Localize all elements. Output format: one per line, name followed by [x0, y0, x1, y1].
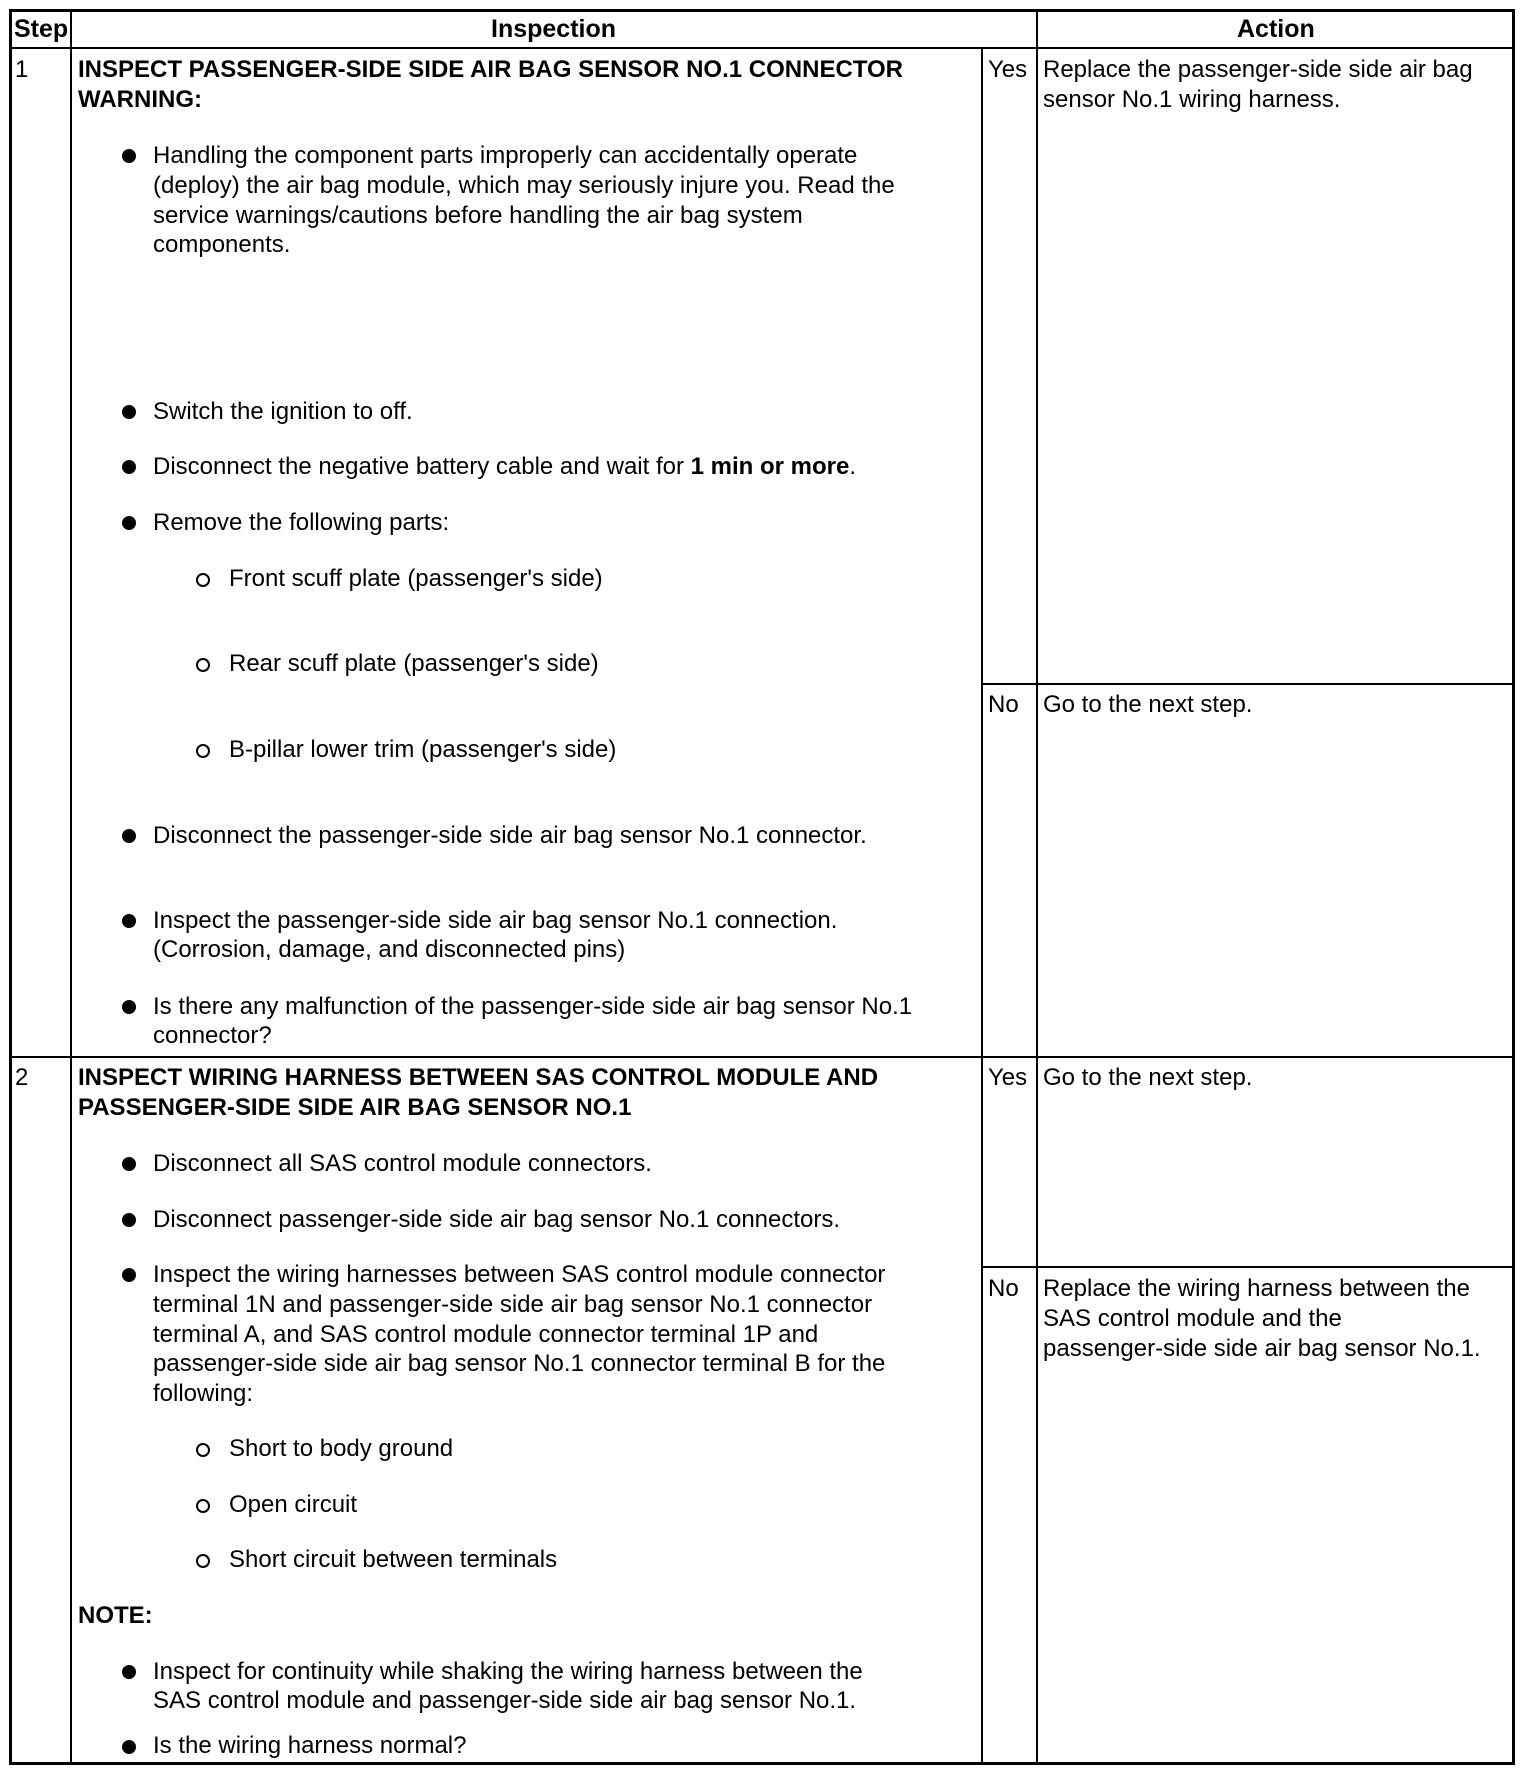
note-text: Inspect for continuity while shaking the wiring harness between the — [153, 1658, 863, 1685]
bullet-icon — [122, 1665, 136, 1679]
inspect-connection-text: Inspect the passenger-side side air bag sensor No.1 connection. — [153, 907, 838, 934]
warning-text: service warnings/cautions before handling the air bag system — [153, 202, 803, 229]
inspect-harness-text: passenger-side side air bag sensor No.1 connector terminal B for the — [153, 1350, 886, 1377]
step2-yes-action: Go to the next step. — [1043, 1064, 1253, 1091]
step2-title: INSPECT WIRING HARNESS BETWEEN SAS CONTROL MODULE AND — [78, 1064, 879, 1091]
header-step: Step — [14, 15, 69, 43]
bullet-icon — [122, 460, 136, 474]
step2-number: 2 — [15, 1064, 29, 1091]
step1-yes-action: sensor No.1 wiring harness. — [1043, 86, 1341, 113]
bullet-icon — [122, 829, 136, 843]
column-divider-yesno — [981, 47, 983, 1765]
step1-yes-label: Yes — [988, 56, 1028, 83]
part-item: Rear scuff plate (passenger's side) — [229, 650, 599, 677]
table-border-top — [9, 9, 1515, 12]
step1-title: INSPECT PASSENGER-SIDE SIDE AIR BAG SENSOR NO.1 CONNECTOR — [78, 56, 904, 83]
bullet-icon — [122, 1157, 136, 1171]
step1-warning-label: WARNING: — [78, 86, 202, 113]
step2-yes-label: Yes — [988, 1064, 1028, 1091]
step1-no-action: Go to the next step. — [1043, 691, 1253, 718]
bullet-icon — [122, 149, 136, 163]
header-divider — [9, 47, 1515, 49]
note-label: NOTE: — [78, 1602, 153, 1629]
disconnect-connector-instruction: Disconnect the passenger-side side air bag sensor No.1 connector. — [153, 822, 867, 849]
sub-bullet-icon — [196, 1443, 210, 1457]
step2-no-action: passenger-side side air bag sensor No.1. — [1043, 1335, 1481, 1362]
bullet-icon — [122, 405, 136, 419]
check-item: Short to body ground — [229, 1435, 454, 1462]
bullet-icon — [122, 516, 136, 530]
bullet-icon — [122, 1740, 136, 1754]
step2-question: Is the wiring harness normal? — [153, 1732, 467, 1759]
inspect-harness-text: following: — [153, 1380, 254, 1407]
ignition-instruction: Switch the ignition to off. — [153, 398, 413, 425]
sub-bullet-icon — [196, 573, 210, 587]
inspect-harness-text: terminal A, and SAS control module connector terminal 1P and — [153, 1321, 819, 1348]
table-border-bottom — [9, 1762, 1515, 1765]
battery-instruction — [153, 452, 856, 482]
disconnect-module-instruction: Disconnect all SAS control module connectors. — [153, 1150, 652, 1177]
step1-question: connector? — [153, 1022, 272, 1049]
header-action: Action — [1237, 15, 1315, 43]
inspect-connection-text: (Corrosion, damage, and disconnected pins) — [153, 936, 626, 963]
inspect-harness-text: Inspect the wiring harnesses between SAS control module connector — [153, 1261, 886, 1288]
sub-bullet-icon — [196, 1554, 210, 1568]
part-item: Front scuff plate (passenger's side) — [229, 565, 603, 592]
step2-title: PASSENGER-SIDE SIDE AIR BAG SENSOR NO.1 — [78, 1094, 632, 1121]
step1-number: 1 — [15, 56, 29, 83]
battery-instruction-text: Disconnect the negative battery cable and wait for — [153, 453, 691, 480]
bullet-icon — [122, 1268, 136, 1282]
remove-parts-instruction: Remove the following parts: — [153, 509, 450, 536]
bullet-icon — [122, 1213, 136, 1227]
battery-wait-time: 1 min or more — [690, 453, 850, 480]
sub-bullet-icon — [196, 658, 210, 672]
step2-yes-no-divider — [981, 1266, 1515, 1268]
step1-yes-no-divider — [981, 683, 1515, 685]
warning-text: Handling the component parts improperly can accidentally operate — [153, 142, 858, 169]
column-divider-action — [1036, 9, 1038, 1765]
check-item: Open circuit — [229, 1491, 358, 1518]
column-divider-step — [70, 9, 72, 1765]
step1-no-label: No — [988, 691, 1019, 718]
warning-text: components. — [153, 231, 291, 258]
part-item: B-pillar lower trim (passenger's side) — [229, 736, 617, 763]
row-divider-step2 — [9, 1056, 1515, 1058]
sub-bullet-icon — [196, 744, 210, 758]
table-border-right — [1512, 9, 1515, 1765]
note-text: SAS control module and passenger-side side air bag sensor No.1. — [153, 1687, 857, 1714]
step2-no-label: No — [988, 1275, 1019, 1302]
step2-no-action: SAS control module and the — [1043, 1305, 1342, 1332]
bullet-icon — [122, 1000, 136, 1014]
step2-no-action: Replace the wiring harness between the — [1043, 1275, 1470, 1302]
sub-bullet-icon — [196, 1499, 210, 1513]
bullet-icon — [122, 914, 136, 928]
check-item: Short circuit between terminals — [229, 1546, 558, 1573]
battery-instruction-end: . — [849, 453, 857, 480]
step1-question: Is there any malfunction of the passenger-side side air bag sensor No.1 — [153, 993, 913, 1020]
inspect-harness-text: terminal 1N and passenger-side side air bag sensor No.1 connector — [153, 1291, 873, 1318]
disconnect-sensor-instruction: Disconnect passenger-side side air bag sensor No.1 connectors. — [153, 1206, 841, 1233]
table-border-left — [9, 9, 12, 1765]
header-inspection: Inspection — [491, 15, 617, 43]
warning-text: (deploy) the air bag module, which may seriously injure you. Read the — [153, 172, 895, 199]
step1-yes-action: Replace the passenger-side side air bag — [1043, 56, 1473, 83]
